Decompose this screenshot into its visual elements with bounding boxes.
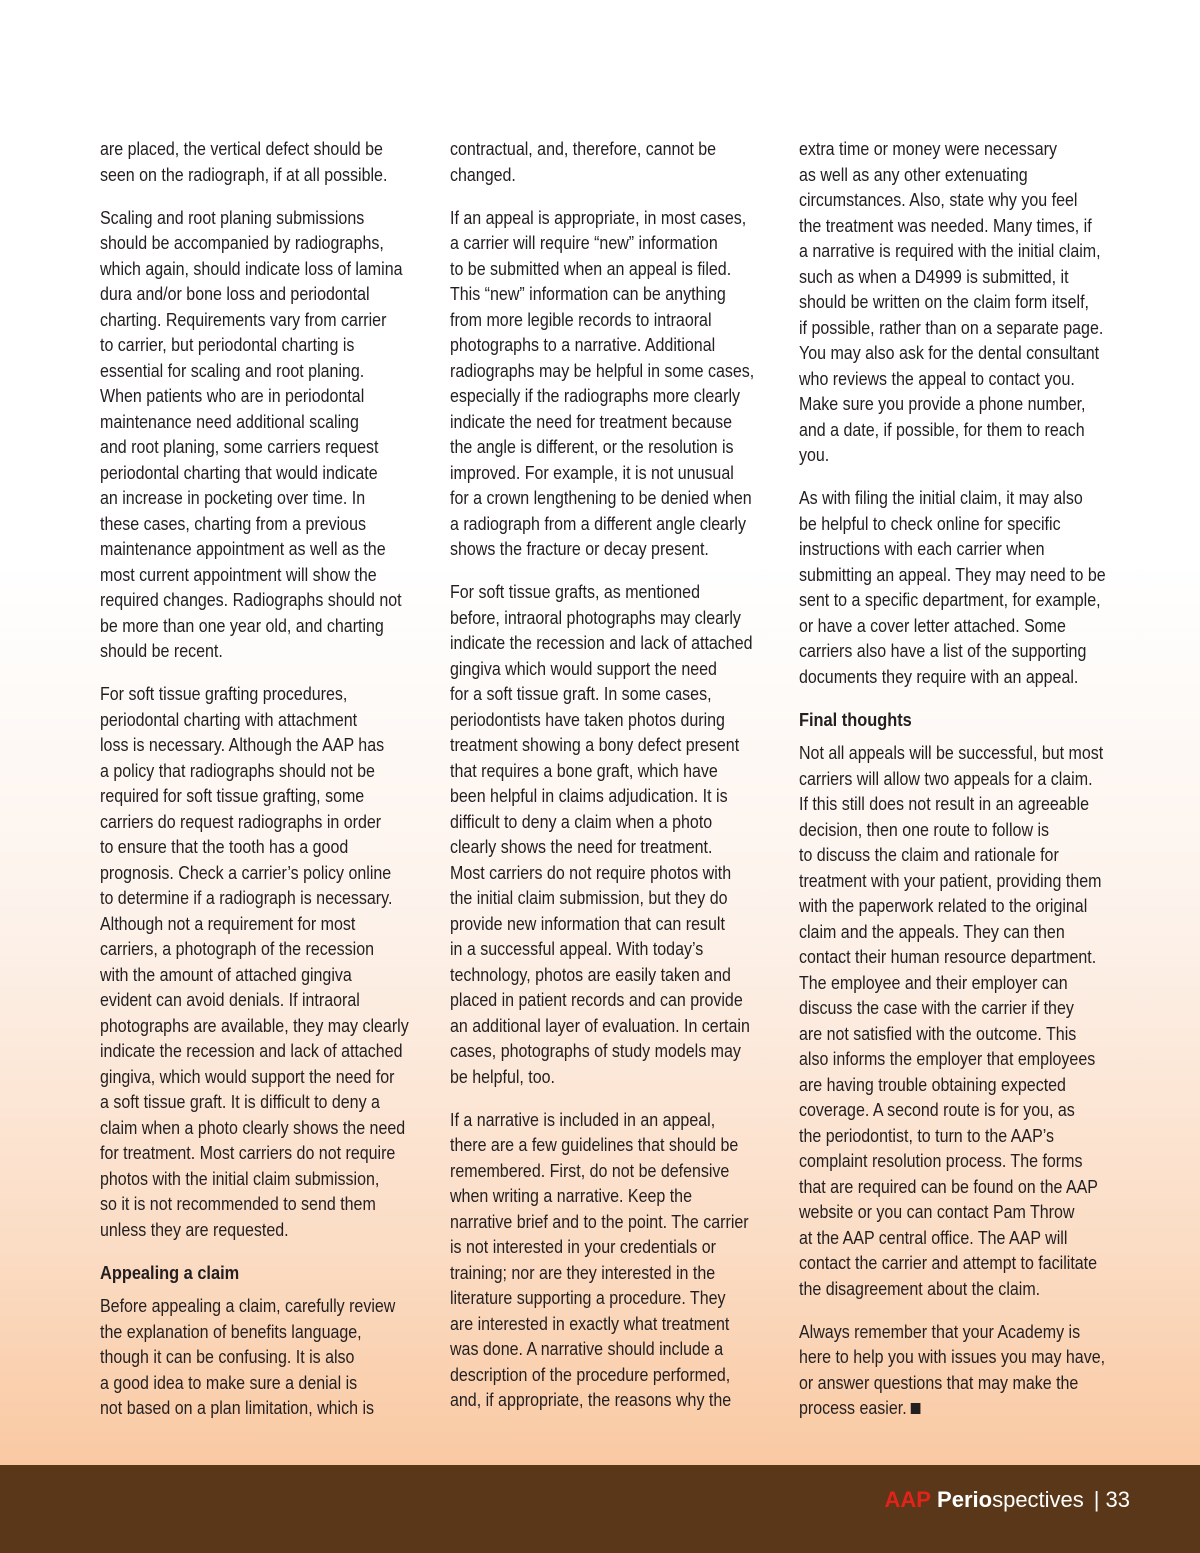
text-line: such as when a D4999 is submitted, it	[799, 266, 1069, 287]
text-line: a narrative is required with the initial claim,	[799, 241, 1101, 261]
text-line: the explanation of benefits language,	[100, 1321, 362, 1342]
end-of-article-mark	[911, 1403, 921, 1414]
text-line: in a successful appeal. With today’s	[450, 939, 704, 959]
text-line: be helpful, too.	[450, 1066, 556, 1087]
text-line: so it is not recommended to send them	[100, 1194, 376, 1214]
text-line: for a crown lengthening to be denied when	[450, 488, 752, 508]
text-line: process easier.	[799, 1396, 1086, 1422]
footer-separator: |	[1093, 1487, 1100, 1512]
text-line: a carrier will require “new” information	[450, 233, 718, 253]
text-line: changed.	[450, 164, 516, 185]
paragraph	[100, 206, 426, 665]
text-line: circumstances. Also, state why you feel	[799, 190, 1078, 210]
text-line: was done. A narrative should include a	[450, 1339, 724, 1359]
text-line: treatment showing a bony defect present	[450, 735, 740, 755]
text-line: claim when a photo clearly shows the need	[100, 1117, 406, 1138]
text-line: carriers will allow two appeals for a claim.	[799, 768, 1093, 789]
text-line: should be accompanied by radiographs,	[100, 233, 384, 253]
text-line: When patients who are in periodontal	[100, 386, 365, 406]
text-line: cases, photographs of study models may	[450, 1041, 741, 1061]
text-line: for treatment. Most carriers do not require	[100, 1143, 396, 1163]
column-2	[450, 137, 776, 1431]
text-line: before, intraoral photographs may clearly	[450, 607, 741, 628]
text-line: a radiograph from a different angle clearly	[450, 513, 746, 534]
text-line: charting. Requirements vary from carrier	[100, 309, 387, 330]
text-line: The employee and their employer can	[799, 972, 1068, 993]
text-line: the angle is different, or the resolution is	[450, 437, 734, 457]
text-line: are placed, the vertical defect should be	[100, 139, 383, 159]
text-line: are not satisfied with the outcome. This	[799, 1023, 1077, 1044]
text-line: decision, then one route to follow is	[799, 819, 1050, 840]
text-line: when writing a narrative. Keep the	[450, 1186, 692, 1206]
text-line: maintenance appointment as well as the	[100, 539, 386, 559]
text-line: though it can be confusing. It is also	[100, 1347, 355, 1367]
text-line: instructions with each carrier when	[799, 539, 1045, 559]
text-line: and, if appropriate, the reasons why the	[450, 1390, 732, 1410]
text-line: with the paperwork related to the original	[799, 896, 1088, 916]
text-line: carriers, a photograph of the recession	[100, 939, 375, 959]
text-line: Most carriers do not require photos with	[450, 862, 732, 883]
text-line: and a date, if possible, for them to reach	[799, 419, 1085, 440]
brand-perio: Perio	[937, 1487, 993, 1512]
text-line: photographs to a narrative. Additional	[450, 335, 716, 355]
text-line: carriers do request radiographs in order	[100, 811, 382, 832]
text-line: contractual, and, therefore, cannot be	[450, 139, 717, 159]
text-line: coverage. A second route is for you, as	[799, 1100, 1075, 1120]
text-line: to determine if a radiograph is necessary.	[100, 888, 393, 908]
text-line: to be submitted when an appeal is filed.	[450, 258, 732, 279]
paragraph	[450, 1108, 776, 1414]
text-line: As with filing the initial claim, it may also	[799, 488, 1083, 508]
text-line: a soft tissue graft. It is difficult to deny a	[100, 1092, 380, 1112]
text-line: periodontal charting that would indicate	[100, 462, 378, 483]
text-line: provide new information that can result	[450, 913, 725, 934]
text-line: Final thoughts	[799, 709, 912, 730]
text-line: clearly shows the need for treatment.	[450, 837, 713, 857]
text-line: shows the fracture or decay present.	[450, 539, 709, 559]
text-line: to discuss the claim and rationale for	[799, 845, 1059, 865]
paragraph	[799, 741, 1125, 1302]
text-line: the periodontist, to turn to the AAP’s	[799, 1125, 1055, 1146]
text-line: seen on the radiograph, if at all possible.	[100, 164, 388, 185]
text-line: Scaling and root planing submissions	[100, 207, 365, 228]
text-line: you.	[799, 445, 830, 465]
text-line: improved. For example, it is not unusual	[450, 462, 734, 483]
text-line: difficult to deny a claim when a photo	[450, 811, 713, 832]
text-line: If an appeal is appropriate, in most cases,	[450, 207, 747, 228]
text-line: contact their human resource department.	[799, 947, 1097, 967]
text-line: an increase in pocketing over time. In	[100, 488, 366, 508]
paragraph	[450, 137, 776, 188]
text-line: indicate the recession and lack of attached	[450, 633, 753, 653]
text-line: that are required can be found on the AAP	[799, 1176, 1098, 1197]
text-line: or have a cover letter attached. Some	[799, 615, 1066, 636]
brand-aap: AAP	[884, 1487, 931, 1512]
text-line: prognosis. Check a carrier’s policy online	[100, 862, 392, 883]
section-heading	[100, 1261, 426, 1287]
text-line: periodontal charting with attachment	[100, 709, 358, 730]
text-line: the treatment was needed. Many times, if	[799, 215, 1092, 236]
text-line: indicate the recession and lack of attached	[100, 1041, 403, 1061]
text-line: especially if the radiographs more clearly	[450, 386, 741, 406]
text-line: photographs are available, they may clearly	[100, 1015, 409, 1036]
footer-branding	[884, 1485, 1130, 1515]
text-line: website or you can contact Pam Throw	[799, 1202, 1075, 1222]
text-line: Not all appeals will be successful, but most	[799, 743, 1104, 763]
text-line: description of the procedure performed,	[450, 1364, 731, 1385]
text-line: are having trouble obtaining expected	[799, 1074, 1066, 1095]
text-line: treatment with your patient, providing them	[799, 870, 1102, 891]
paragraph	[450, 206, 776, 563]
text-line: You may also ask for the dental consultant	[799, 343, 1100, 363]
text-line: or answer questions that may make the	[799, 1372, 1079, 1393]
text-line: unless they are requested.	[100, 1219, 289, 1240]
text-line: that requires a bone graft, which have	[450, 760, 718, 781]
text-line: with the amount of attached gingiva	[100, 964, 352, 985]
text-line: evident can avoid denials. If intraoral	[100, 990, 360, 1010]
text-line: these cases, charting from a previous	[100, 513, 366, 534]
text-line: an additional layer of evaluation. In certain	[450, 1015, 750, 1036]
text-line: remembered. First, do not be defensive	[450, 1160, 730, 1181]
text-line: If this still does not result in an agreeable	[799, 794, 1090, 814]
text-line: dura and/or bone loss and periodontal	[100, 284, 370, 304]
text-line: the disagreement about the claim.	[799, 1278, 1041, 1299]
text-line: This “new” information can be anything	[450, 284, 726, 304]
text-line: here to help you with issues you may have,	[799, 1347, 1106, 1367]
text-line: indicate the need for treatment because	[450, 411, 733, 432]
text-line: loss is necessary. Although the AAP has	[100, 735, 385, 755]
text-line: For soft tissue grafts, as mentioned	[450, 582, 700, 602]
text-line: Always remember that your Academy is	[799, 1321, 1081, 1342]
footer-bar	[0, 1465, 1200, 1553]
text-line: contact the carrier and attempt to facilitate	[799, 1253, 1098, 1273]
text-line: been helpful in claims adjudication. It is	[450, 786, 728, 806]
text-line: most current appointment will show the	[100, 564, 377, 585]
text-line: a good idea to make sure a denial is	[100, 1372, 358, 1393]
brand-spectives: spectives	[992, 1487, 1084, 1512]
text-line: sent to a specific department, for example,	[799, 590, 1101, 610]
text-line: is not interested in your credentials or	[450, 1237, 717, 1257]
text-line: maintenance need additional scaling	[100, 411, 359, 432]
text-line: the initial claim submission, but they do	[450, 888, 728, 908]
text-line: and root planing, some carriers request	[100, 437, 379, 457]
text-line: gingiva which would support the need	[450, 658, 717, 679]
text-line: For soft tissue grafting procedures,	[100, 684, 348, 704]
paragraph	[100, 137, 426, 188]
paragraph	[799, 137, 1125, 469]
text-line: who reviews the appeal to contact you.	[799, 368, 1075, 389]
text-line: to ensure that the tooth has a good	[100, 837, 349, 857]
text-line: required changes. Radiographs should not	[100, 590, 402, 610]
text-line: training; nor are they interested in the	[450, 1262, 716, 1283]
text-line: should be written on the claim form itself,	[799, 292, 1090, 312]
text-line: complaint resolution process. The forms	[799, 1151, 1083, 1171]
text-line: from more legible records to intraoral	[450, 309, 712, 330]
text-line: be more than one year old, and charting	[100, 615, 384, 636]
text-line: be helpful to check online for specific	[799, 513, 1061, 534]
text-line: a policy that radiographs should not be	[100, 760, 375, 781]
text-line: are interested in exactly what treatment	[450, 1313, 730, 1334]
page-number: 33	[1105, 1487, 1130, 1512]
paragraph	[100, 682, 426, 1243]
paragraph	[450, 580, 776, 1090]
text-line: photos with the initial claim submission,	[100, 1168, 380, 1189]
text-line: should be recent.	[100, 641, 223, 661]
text-line: If a narrative is included in an appeal,	[450, 1109, 716, 1130]
text-line: required for soft tissue grafting, some	[100, 786, 365, 806]
text-line: Although not a requirement for most	[100, 913, 356, 934]
text-line: if possible, rather than on a separate page.	[799, 317, 1104, 338]
text-line: which again, should indicate loss of lamina	[100, 258, 403, 279]
text-line: extra time or money were necessary	[799, 139, 1057, 159]
text-line: narrative brief and to the point. The carrier	[450, 1211, 749, 1232]
text-line: Appealing a claim	[100, 1262, 240, 1283]
text-line: as well as any other extenuating	[799, 164, 1028, 185]
section-heading	[799, 708, 1125, 734]
text-line: at the AAP central office. The AAP will	[799, 1227, 1068, 1248]
text-line: essential for scaling and root planing.	[100, 360, 365, 381]
text-line: literature supporting a procedure. They	[450, 1288, 726, 1308]
text-line: claim and the appeals. They can then	[799, 921, 1065, 942]
text-line: Before appealing a claim, carefully review	[100, 1296, 396, 1316]
text-line: radiographs may be helpful in some cases,	[450, 360, 755, 381]
text-line: placed in patient records and can provide	[450, 990, 743, 1010]
text-line: for a soft tissue graft. In some cases,	[450, 684, 712, 704]
text-line: gingiva, which would support the need for	[100, 1066, 395, 1087]
text-line: technology, photos are easily taken and	[450, 964, 731, 985]
text-line: submitting an appeal. They may need to be	[799, 564, 1106, 585]
column-3	[799, 137, 1125, 1439]
text-line: to carrier, but periodontal charting is	[100, 335, 355, 355]
text-line: discuss the case with the carrier if they	[799, 998, 1074, 1018]
text-line: not based on a plan limitation, which is	[100, 1398, 375, 1418]
paragraph	[100, 1294, 426, 1422]
text-line: carriers also have a list of the supporting	[799, 641, 1087, 661]
text-line: Make sure you provide a phone number,	[799, 394, 1086, 414]
text-line: also informs the employer that employees	[799, 1049, 1096, 1069]
text-line: periodontists have taken photos during	[450, 709, 725, 730]
column-1	[100, 137, 426, 1439]
text-line: there are a few guidelines that should be	[450, 1135, 739, 1155]
paragraph	[799, 486, 1125, 690]
text-line: documents they require with an appeal.	[799, 666, 1079, 687]
paragraph	[799, 1320, 1125, 1422]
